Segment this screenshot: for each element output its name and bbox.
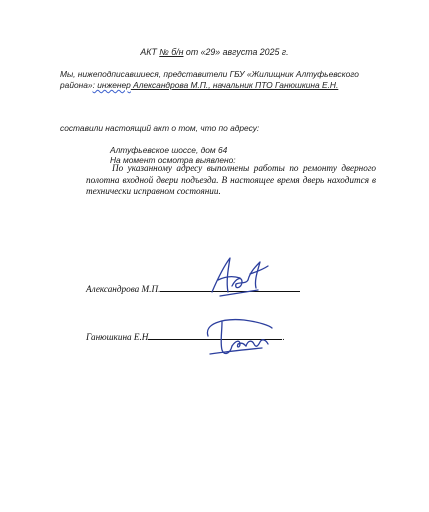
intro-line-2 bbox=[60, 80, 338, 91]
intro-part-2: : инженер bbox=[92, 80, 131, 90]
document-title bbox=[0, 47, 429, 58]
intro-part-3: Александрова М.П., начальник ПТО Ганюшкина Е.Н. bbox=[130, 80, 339, 90]
address-line: Алтуфьевское шоссе, дом 64 bbox=[110, 145, 228, 155]
signature-trailing-2: . bbox=[282, 332, 285, 342]
composed-line: составили настоящий акт о том, что по адресу: bbox=[60, 123, 260, 133]
title-prefix: АКТ bbox=[140, 47, 160, 57]
intro-line-1: Мы, нижеподписавшиеся, представители ГБУ «Жилищник Алтуфьевского bbox=[60, 69, 359, 79]
intro-part-1: района» bbox=[60, 80, 93, 90]
handwritten-signature-2 bbox=[200, 314, 280, 360]
body-paragraph: По указанному адресу выполнены работы по ремонту дверного полотна входной двери подъезда. В настоящее время дверь находится в технически исправном состоянии. bbox=[86, 163, 376, 197]
signer-name-1: Александрова М.П. bbox=[86, 284, 161, 294]
signer-name-2: Ганюшкина Е.Н bbox=[86, 332, 149, 342]
title-date: от «29» августа 2025 г. bbox=[183, 47, 289, 57]
inspection-line: На момент осмотра выявлено: bbox=[110, 155, 236, 165]
title-number: № б/н bbox=[159, 47, 184, 57]
handwritten-signature-1 bbox=[198, 248, 278, 308]
